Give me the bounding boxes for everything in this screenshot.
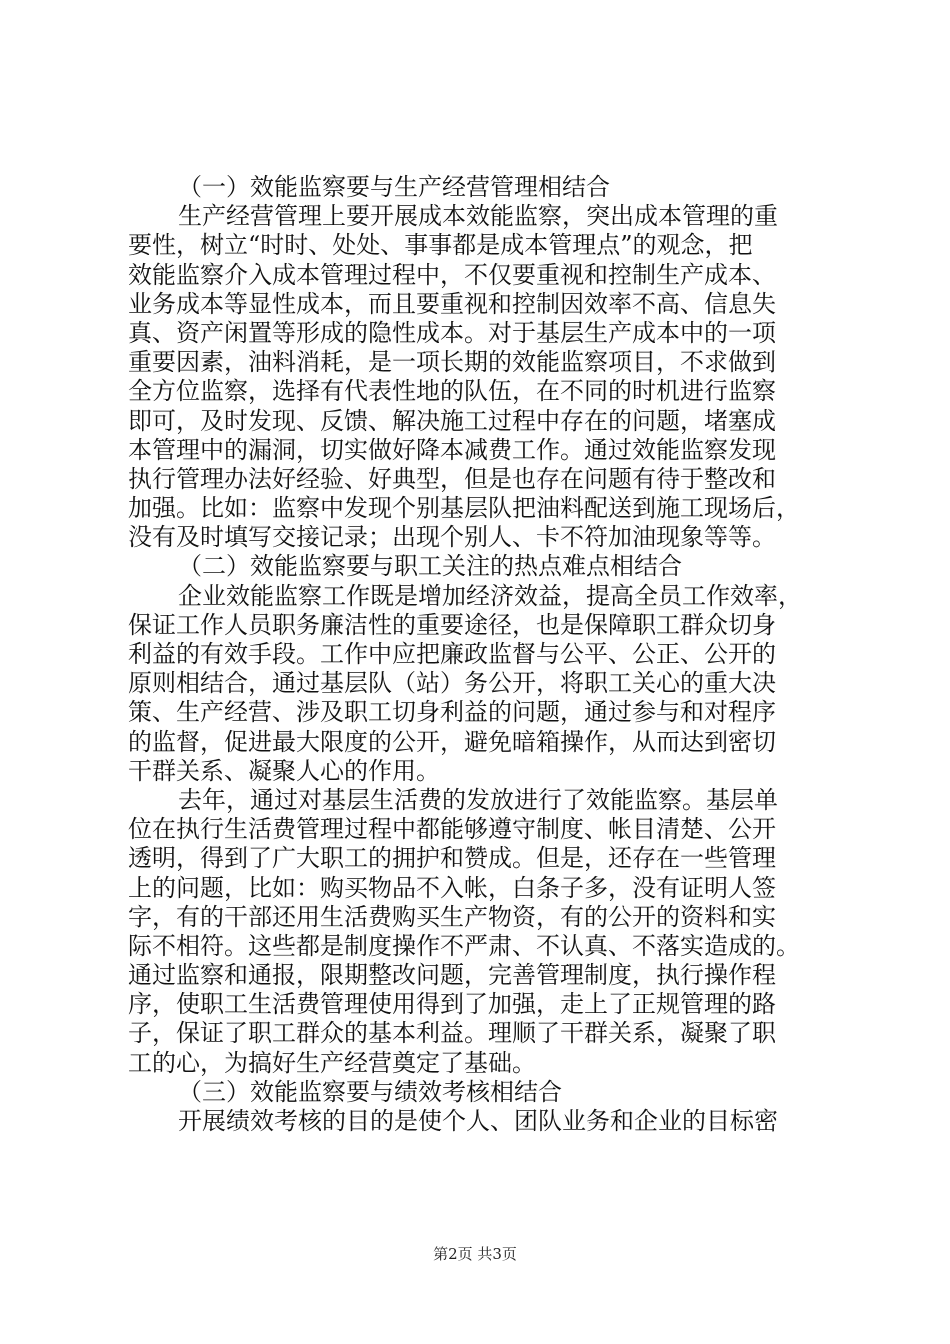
paragraph-line: 全方位监察，选择有代表性地的队伍，在不同的时机进行监察: [128, 377, 776, 406]
paragraph-line: 位在执行生活费管理过程中都能够遵守制度、帐目清楚、公开: [128, 815, 776, 844]
paragraph-line: 原则相结合，通过基层队（站）务公开，将职工关心的重大决: [128, 669, 776, 698]
paragraph-line: 没有及时填写交接记录；出现个别人、卡不符加油现象等等。: [128, 523, 776, 552]
paragraph-line: 业务成本等显性成本，而且要重视和控制因效率不高、信息失: [128, 289, 776, 318]
paragraph-line: 即可，及时发现、反馈、解决施工过程中存在的问题，堵塞成: [128, 406, 776, 435]
paragraph-line: 保证工作人员职务廉洁性的重要途径，也是保障职工群众切身: [128, 610, 776, 639]
paragraph-line: 本管理中的漏洞，切实做好降本减费工作。通过效能监察发现: [128, 435, 776, 464]
paragraph-line: 要性，树立“时时、处处、事事都是成本管理点”的观念，把: [128, 231, 753, 260]
page-footer: 第2页 共3页: [433, 1245, 517, 1263]
paragraph-line: 际不相符。这些都是制度操作不严肃、不认真、不落实造成的。: [128, 931, 800, 960]
section-heading: （二）效能监察要与职工关注的热点难点相结合: [178, 552, 682, 581]
paragraph-line: 生产经营管理上要开展成本效能监察，突出成本管理的重: [178, 202, 778, 231]
paragraph-line: 开展绩效考核的目的是使个人、团队业务和企业的目标密: [178, 1107, 778, 1135]
paragraph-line: 真、资产闲置等形成的隐性成本。对于基层生产成本中的一项: [128, 318, 776, 347]
document-body: [128, 173, 828, 1136]
section-heading: （一）效能监察要与生产经营管理相结合: [178, 173, 610, 201]
paragraph-line: 效能监察介入成本管理过程中，不仅要重视和控制生产成本、: [128, 260, 776, 289]
paragraph-line: 利益的有效手段。工作中应把廉政监督与公平、公正、公开的: [128, 640, 776, 668]
paragraph-line: 的监督，促进最大限度的公开，避免暗箱操作，从而达到密切: [128, 727, 776, 756]
paragraph-line: 工的心，为搞好生产经营奠定了基础。: [128, 1048, 536, 1077]
paragraph-line: 通过监察和通报，限期整改问题，完善管理制度，执行操作程: [128, 961, 776, 990]
paragraph-line: 干群关系、凝聚人心的作用。: [128, 756, 440, 785]
paragraph-line: 序，使职工生活费管理使用得到了加强，走上了正规管理的路: [128, 990, 776, 1019]
paragraph-line: 企业效能监察工作既是增加经济效益，提高全员工作效率，: [178, 581, 802, 610]
paragraph-line: 加强。比如：监察中发现个别基层队把油料配送到施工现场后，: [128, 494, 800, 523]
paragraph-line: 透明，得到了广大职工的拥护和赞成。但是，还存在一些管理: [128, 844, 776, 873]
paragraph-line: 策、生产经营、涉及职工切身利益的问题，通过参与和对程序: [128, 698, 776, 727]
paragraph-line: 上的问题，比如：购买物品不入帐，白条子多，没有证明人签: [128, 873, 776, 902]
paragraph-line: 去年，通过对基层生活费的发放进行了效能监察。基层单: [178, 785, 778, 814]
paragraph-line: 重要因素，油料消耗，是一项长期的效能监察项目，不求做到: [128, 348, 776, 377]
section-heading: （三）效能监察要与绩效考核相结合: [178, 1077, 562, 1106]
paragraph-line: 执行管理办法好经验、好典型，但是也存在问题有待于整改和: [128, 464, 776, 493]
paragraph-line: 字，有的干部还用生活费购买生产物资，有的公开的资料和实: [128, 902, 776, 931]
paragraph-line: 子，保证了职工群众的基本利益。理顺了干群关系，凝聚了职: [128, 1019, 776, 1048]
